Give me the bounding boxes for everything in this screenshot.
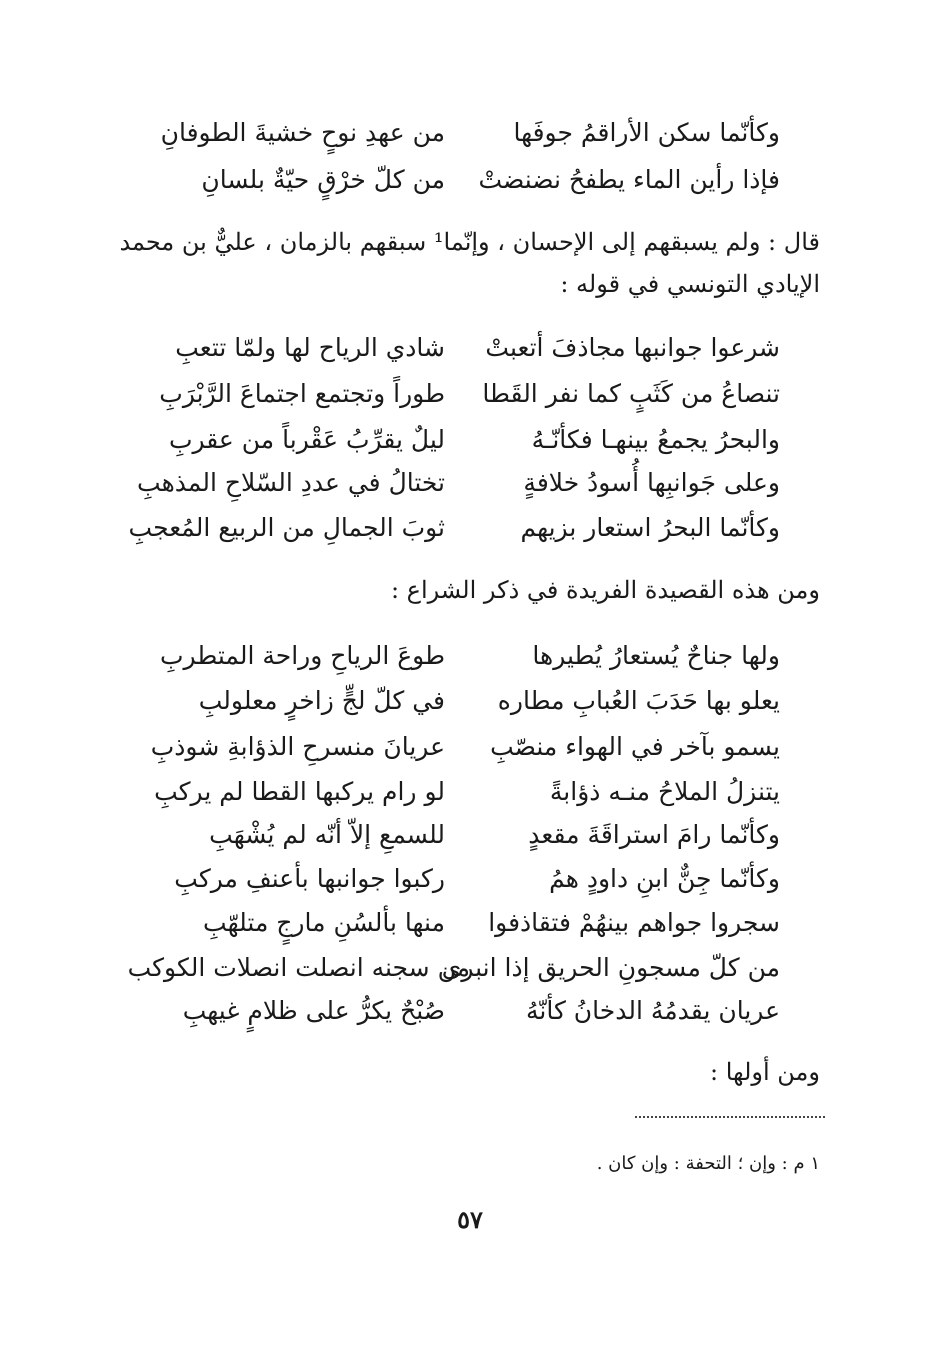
verse-hemistich-left: طوراً وتجتمع اجتماعَ الرَّبْرَبِ [159,379,445,408]
verse-hemistich-right: وكأنّما البحرُ استعار بزيهم [520,513,780,542]
verse-hemistich-right: من كلّ مسجونِ الحريق إذا انبرى [441,953,780,982]
verse-hemistich-left: للسمعِ إلاّ أنّه لم يُشْهَبِ [209,820,445,849]
prose-line: ومن أولها : [709,1058,820,1086]
verse-hemistich-left: من عهدِ نوحٍ خشيةَ الطوفانِ [160,118,445,147]
verse-hemistich-right: سجروا جواهم بينهُمْ فتقاذفوا [488,908,780,937]
page-number: ٥٧ [457,1205,483,1234]
verse-hemistich-left: ليلٌ يقرِّبُ عَقْرباً من عقربِ [168,425,445,454]
footnote-separator [635,1116,825,1118]
verse-hemistich-left: شادي الرياح لها ولمّا تتعبِ [175,333,445,362]
prose-line: الإيادي التونسي في قوله : [560,270,820,298]
verse-hemistich-left: طوعَ الرياحِ وراحة المتطربِ [160,641,445,670]
verse-hemistich-left: من كلّ خرْقٍ حيّةٌ بلسانِ [201,165,445,194]
verse-hemistich-right: تنصاعُ من كَثَبٍ كما نفر القَطا [482,379,780,408]
verse-hemistich-right: ولها جناحٌ يُستعارُ يُطيرها [532,641,780,670]
verse-hemistich-right: وكأنّما رامَ استراقَةَ مقعدٍ [528,820,780,849]
verse-hemistich-left: تختالُ في عددِ السّلاحِ المذهبِ [137,468,445,497]
verse-hemistich-right: وعلى جَوانبِها أُسودُ خلافةٍ [523,468,780,497]
verse-hemistich-left: من سجنه انصلت انصلات الكوكب [127,953,470,982]
prose-line: ومن هذه القصيدة الفريدة في ذكر الشراع : [390,576,820,604]
verse-hemistich-right: وكأنّما سكن الأراقمُ جوفَها [513,118,780,147]
verse-hemistich-right: يسمو بآخر في الهواء منصّبِ [490,732,780,761]
verse-hemistich-right: فإذا رأين الماء يطفحُ نضنضتْ [478,165,780,194]
verse-hemistich-right: وكأنّما جِنٌّ ابنِ داودٍ همُ [549,864,780,893]
prose-line: قال : ولم يسبقهم إلى الإحسان ، وإنّما¹ سبقهم بالزمان ، عليٌّ بن محمد [119,228,820,256]
verse-hemistich-left: صُبْحٌ يكرُّ على ظلامٍ غيهبِ [182,996,445,1025]
verse-hemistich-right: يعلو بها حَدَبَ العُبابِ مطاره [497,686,780,715]
verse-hemistich-right: شرعوا جوانبها مجاذفَ أتعبتْ [485,333,780,362]
verse-hemistich-left: منها بألسُنِ مارجٍ متلهّبِ [203,908,445,937]
footnote: ١ م : وإن ؛ التحفة : وإن كان . [596,1153,820,1174]
verse-hemistich-left: لو رام يركبها القطا لم يركبِ [154,777,445,806]
verse-hemistich-left: ركبوا جوانبها بأعنفِ مركبِ [174,864,445,893]
verse-hemistich-left: عريانَ منسرحِ الذؤابةِ شوذبِ [150,732,445,761]
verse-hemistich-left: في كلّ لجٍّ زاخرٍ معلولبِ [198,686,445,715]
verse-hemistich-left: ثوبَ الجمالِ من الربيع المُعجبِ [128,513,445,542]
verse-hemistich-right: يتنزلُ الملاحُ منـه ذؤابةً [549,777,780,806]
verse-hemistich-right: والبحرُ يجمعُ بينهـا فكأنّـهُ [531,425,780,454]
verse-hemistich-right: عريان يقدمُهُ الدخانُ كأنّهُ [525,996,780,1025]
